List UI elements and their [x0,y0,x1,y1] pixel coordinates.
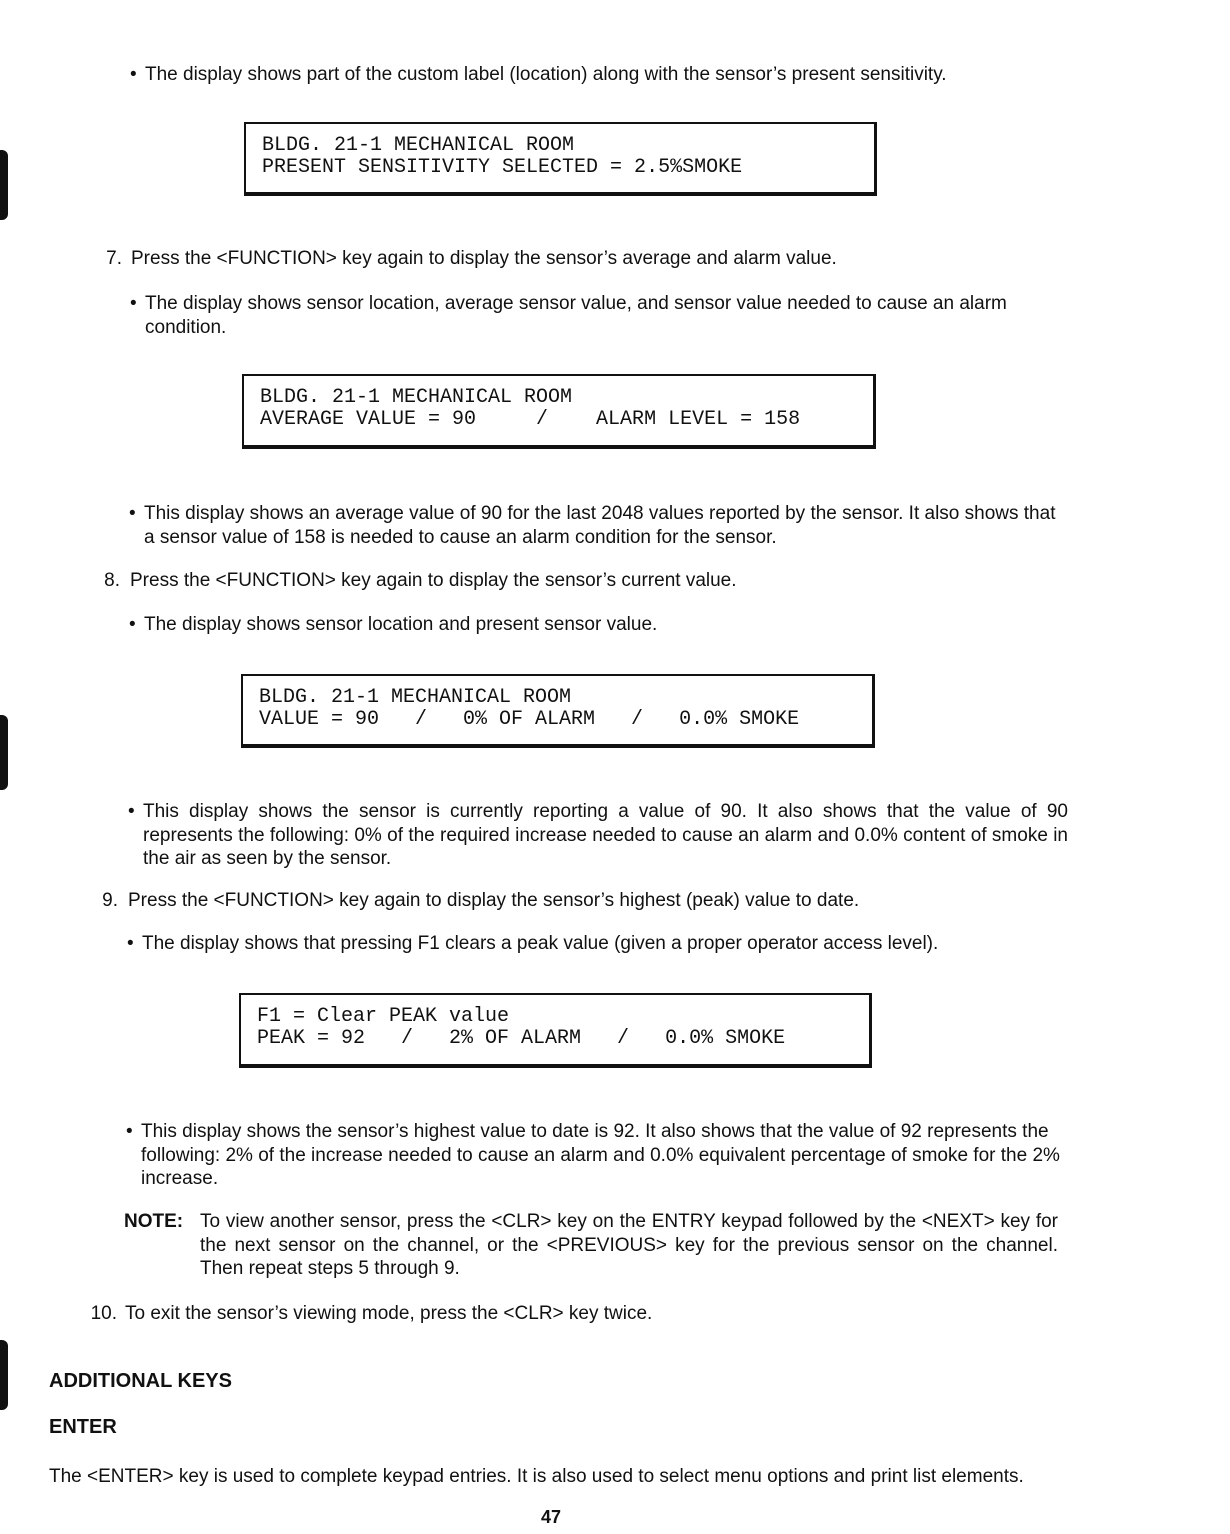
step-text: Press the <FUNCTION> key again to display the sensor’s current value. [130,570,737,591]
bullet-dot: • [130,64,137,85]
binding-mark [0,715,8,790]
lcd-display-current-value [241,674,875,748]
binding-mark [0,150,8,220]
enter-paragraph: The <ENTER> key is used to complete keypad entries. It is also used to select menu options and print list elements. [49,1466,1024,1487]
bullet-dot: • [126,1121,133,1142]
note-text: To view another sensor, press the <CLR> key on the ENTRY keypad followed by the <NEXT> key for the next sensor on the channel, or the <PREVIOUS> key for the previous sensor on the channel. Then repeat steps 5 through 9. [200,1211,1058,1279]
step-number: 9. [102,890,118,911]
bullet-dot: • [127,933,134,954]
bullet-dot: • [130,293,137,314]
display-line-1: BLDG. 21-1 MECHANICAL ROOM [260,386,573,409]
page-number: 47 [541,1507,562,1527]
note-label: NOTE: [124,1211,184,1232]
bullet-dot: • [128,801,135,822]
bullet-dot: • [129,503,136,524]
display-line-2: PRESENT SENSITIVITY SELECTED = 2.5%SMOKE [262,156,743,179]
bullet-text: The display shows that pressing F1 clears a peak value (given a proper operator access level). [142,933,939,954]
bullet-text: The display shows sensor location and present sensor value. [144,614,658,635]
bullet-text: The display shows sensor location, average sensor value, and sensor value needed to cause an alarm condition. [145,293,1007,338]
step-text: Press the <FUNCTION> key again to display the sensor’s average and alarm value. [131,248,837,269]
step-number: 8. [104,570,120,591]
step-number: 7. [106,248,122,269]
lcd-display-average [242,374,876,449]
bullet-text: The display shows part of the custom label (location) along with the sensor’s present sensitivity. [145,64,947,85]
display-line-2: PEAK = 92 / 2% OF ALARM / 0.0% SMOKE [257,1027,786,1050]
display-line-1: BLDG. 21-1 MECHANICAL ROOM [259,686,572,709]
subsection-heading: ENTER [49,1416,117,1438]
bullet-text: This display shows the sensor’s highest value to date is 92. It also shows that the value of 92 represents the following: 2% of the increase needed to cause an alarm and 0.0% equivalent percentage of smoke for the 2% increase. [141,1121,1060,1189]
display-line-1: BLDG. 21-1 MECHANICAL ROOM [262,134,575,157]
section-heading: ADDITIONAL KEYS [49,1370,232,1392]
display-line-2: AVERAGE VALUE = 90 / ALARM LEVEL = 158 [260,408,801,431]
display-line-2: VALUE = 90 / 0% OF ALARM / 0.0% SMOKE [259,708,800,731]
step-number: 10. [90,1303,117,1324]
lcd-display-sensitivity [244,122,877,196]
lcd-display-peak [239,993,872,1068]
binding-mark [0,1340,8,1410]
display-line-1: F1 = Clear PEAK value [257,1005,510,1028]
bullet-dot: • [129,614,136,635]
step-text: Press the <FUNCTION> key again to display the sensor’s highest (peak) value to date. [128,890,860,911]
bullet-text: This display shows the sensor is currently reporting a value of 90. It also shows that the value of 90 represents the following: 0% of the required increase needed to cause an alarm and 0.0% content of smoke in the air as seen by the sensor. [143,801,1068,869]
bullet-text: This display shows an average value of 90 for the last 2048 values reported by the sensor. It also shows that a sensor value of 158 is needed to cause an alarm condition for the sensor. [144,503,1056,548]
step-text: To exit the sensor’s viewing mode, press the <CLR> key twice. [125,1303,653,1324]
